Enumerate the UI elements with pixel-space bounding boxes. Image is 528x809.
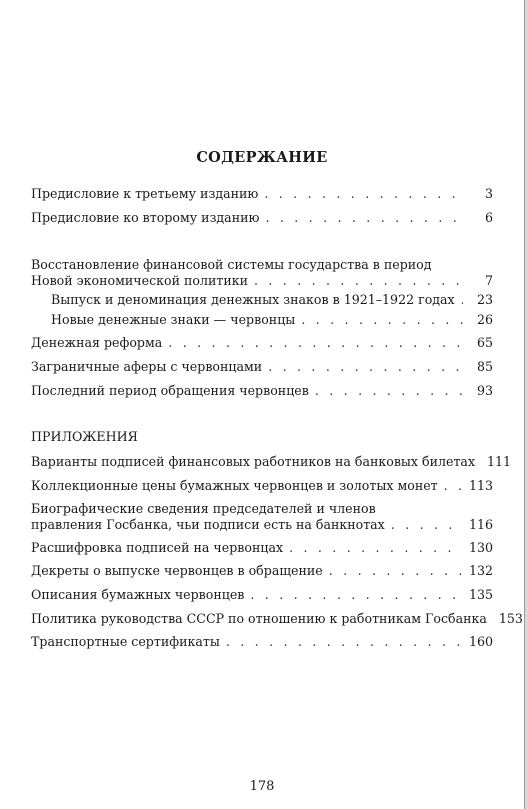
appendix-entry (31, 587, 493, 603)
toc-entry-page: 111 (487, 454, 512, 469)
toc-subentry (51, 292, 493, 308)
toc-entry-title: Новые денежные знаки — червонцы (51, 312, 296, 327)
toc-entry-title: Заграничные аферы с червонцами (31, 359, 263, 374)
toc-entry (31, 383, 493, 399)
appendix-entry (31, 501, 493, 533)
appendix-entry (31, 634, 493, 650)
toc-entry-page: 65 (476, 335, 493, 350)
page-title: СОДЕРЖАНИЕ (196, 149, 328, 166)
toc-entry-page: 130 (468, 540, 493, 555)
toc-subentry (51, 312, 493, 328)
toc-entry-page: 113 (468, 478, 493, 493)
leader-dots (391, 517, 463, 533)
leader-dots (254, 273, 463, 289)
leader-dots (329, 563, 463, 579)
toc-entry (31, 186, 493, 202)
leader-dots (315, 383, 463, 399)
toc-entry-title: Коллекционные цены бумажных червонцев и золотых монет (31, 478, 438, 493)
toc-entry-page: 85 (476, 359, 493, 374)
leader-dots (444, 478, 463, 494)
toc-entry-title: Декреты о выпуске червонцев в обращение (31, 563, 323, 578)
toc-entry-title: Денежная реформа (31, 335, 163, 350)
toc-entry-page: 93 (476, 383, 493, 398)
appendix-entry (31, 563, 493, 579)
toc-entry (31, 210, 493, 226)
toc-entry-page: 26 (476, 312, 493, 327)
leader-dots (289, 540, 463, 556)
page-number: 178 (249, 779, 275, 794)
leader-dots (250, 587, 463, 603)
appendix-heading: ПРИЛОЖЕНИЯ (31, 429, 138, 444)
leader-dots (226, 634, 463, 650)
toc-entry-page: 153 (498, 611, 523, 626)
leader-dots (265, 210, 463, 226)
toc-entry (31, 257, 493, 289)
leader-dots (168, 335, 463, 351)
toc-entry (31, 335, 493, 351)
toc-entry-title: Новой экономической политики (31, 273, 248, 288)
leader-dots (264, 186, 463, 202)
toc-entry-page: 116 (468, 517, 493, 532)
leader-dots (461, 292, 463, 308)
toc-entry-title: Транспортные сертификаты (31, 634, 220, 649)
toc-entry-title: Выпуск и деноминация денежных знаков в 1921–1922 годах (51, 292, 455, 307)
toc-entry-title: Последний период обращения червонцев (31, 383, 309, 398)
toc-entry-title: Предисловие ко второму изданию (31, 210, 260, 225)
toc-entry-title: Варианты подписей финансовых работников на банковых билетах (31, 454, 476, 469)
toc-entry-title: Предисловие к третьему изданию (31, 186, 259, 201)
leader-dots (268, 359, 463, 375)
toc-entry-page: 135 (468, 587, 493, 602)
toc-entry-page: 7 (484, 273, 493, 288)
toc-entry-title-line1: Восстановление финансовой системы государства в период (31, 257, 432, 272)
appendix-entry (31, 611, 523, 627)
appendix-entry (31, 454, 512, 470)
toc-entry-page: 3 (484, 186, 493, 201)
toc-entry-title: Политика руководства СССР по отношению к работникам Госбанка (31, 611, 487, 626)
toc-entry (31, 359, 493, 375)
toc-entry-page: 160 (468, 634, 493, 649)
page-edge-line (524, 0, 525, 809)
toc-entry-title-line1: Биографические сведения председателей и членов (31, 501, 376, 516)
appendix-entry (31, 478, 493, 494)
toc-entry-page: 23 (476, 292, 493, 307)
toc-entry-title: Описания бумажных червонцев (31, 587, 245, 602)
leader-dots (301, 312, 463, 328)
toc-entry-page: 132 (468, 563, 493, 578)
appendix-entry (31, 540, 493, 556)
toc-entry-page: 6 (484, 210, 493, 225)
toc-entry-title: Расшифровка подписей на червонцах (31, 540, 284, 555)
toc-entry-title: правления Госбанка, чьи подписи есть на банкнотах (31, 517, 385, 532)
